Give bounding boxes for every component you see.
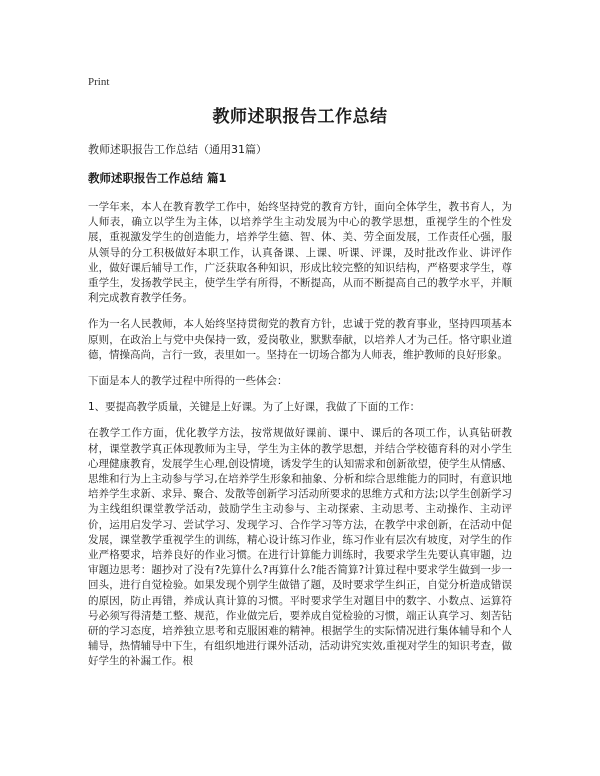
body-paragraph: 一学年来，本人在教育教学工作中，始终坚持党的教育方针，面向全体学生，教书育人，为人师表，确立以学生为主体，以培养学生主动发展为中心的教学思想，重视学生的个性发展，重视激发学生的创造能力，培养学生德、智、体、美、劳全面发展，工作责任心强，服从领导的分工积极做好本职工作，认真备课、上课、听课、评课，及时批改作业、讲评作业，做好课后辅导工作，广泛获取各种知识，形成比较完整的知识结构，严格要求学生，尊重学生，发扬教学民主，使学生学有所得，不断提高，从而不断提高自己的教学水平，并顺利完成教育教学任务。 (88, 201, 512, 305)
document-subtitle: 教师述职报告工作总结（通用31篇） (88, 143, 267, 156)
body-paragraph: 1、要提高教学质量，关键是上好课。为了上好课，我做了下面的工作： (88, 401, 421, 414)
body-paragraph: 下面是本人的教学过程中所得的一些体会： (88, 375, 288, 388)
document-title: 教师述职报告工作总结 (212, 107, 388, 127)
body-paragraph: 作为一名人民教师，本人始终坚持贯彻党的教育方针，忠诚于党的教育事业，坚持四项基本原则，在政治上与党中央保持一致，爱岗敬业，默默奉献，以培养人才为己任。恪守职业道德，情操高尚，言行一致，表里如一。坚持在一切场合都为人师表，维护教师的良好形象。 (88, 318, 512, 361)
section-heading: 教师述职报告工作总结 篇1 (88, 171, 227, 185)
body-paragraph: 在教学工作方面，优化教学方法，按常规做好课前、课中、课后的各项工作，认真钻研教材，课堂教学真正体现教师为主导，学生为主体的教学思想，并结合学校德育科的对小学生心理健康教育，发展学生心理,创设情境，诱发学生的认知需求和创新欲望，使学生从情感、思维和行为上主动参与学习,在培养学生形象和抽象、分析和综合思维能力的同时，有意识地培养学生求新、求异、聚合、发散等创新学习活动所要求的思维方式和方法;以学生创新学习为主线组织课堂教学活动，鼓励学生主动参与、主动探索、主动思考、主动操作、主动评价，运用启发学习、尝试学习、发现学习、合作学习等方法，在教学中求创新，在活动中促发展，课堂教学重视学生的训练，精心设计练习作业，练习作业有层次有坡度，对学生的作业严格要求，培养良好的作业习惯。在进行计算能力训练时，我要求学生先要认真审题，边审题边思考：题抄对了没有?先算什么?再算什么?能否简算?计算过程中要求学生做到一步一回头，进行自觉检验。如果发现个别学生做错了题，及时要求学生纠正，自觉分析造成错误的原因，防止再错，养成认真计算的习惯。平时要求学生对题目中的数字、小数点、运算符号必须写得清楚工整、规范，作业做完后，要养成自觉检验的习惯，端正认真学习、刻苦钻研的学习态度，培养独立思考和克服困难的精神。根据学生的实际情况进行集体辅导和个人辅导，热情辅导中下生，有组织地进行课外活动，活动讲究实效,重视对学生的知识考查，做好学生的补漏工作。根 (88, 427, 512, 668)
print-link[interactable]: Print (88, 76, 110, 88)
